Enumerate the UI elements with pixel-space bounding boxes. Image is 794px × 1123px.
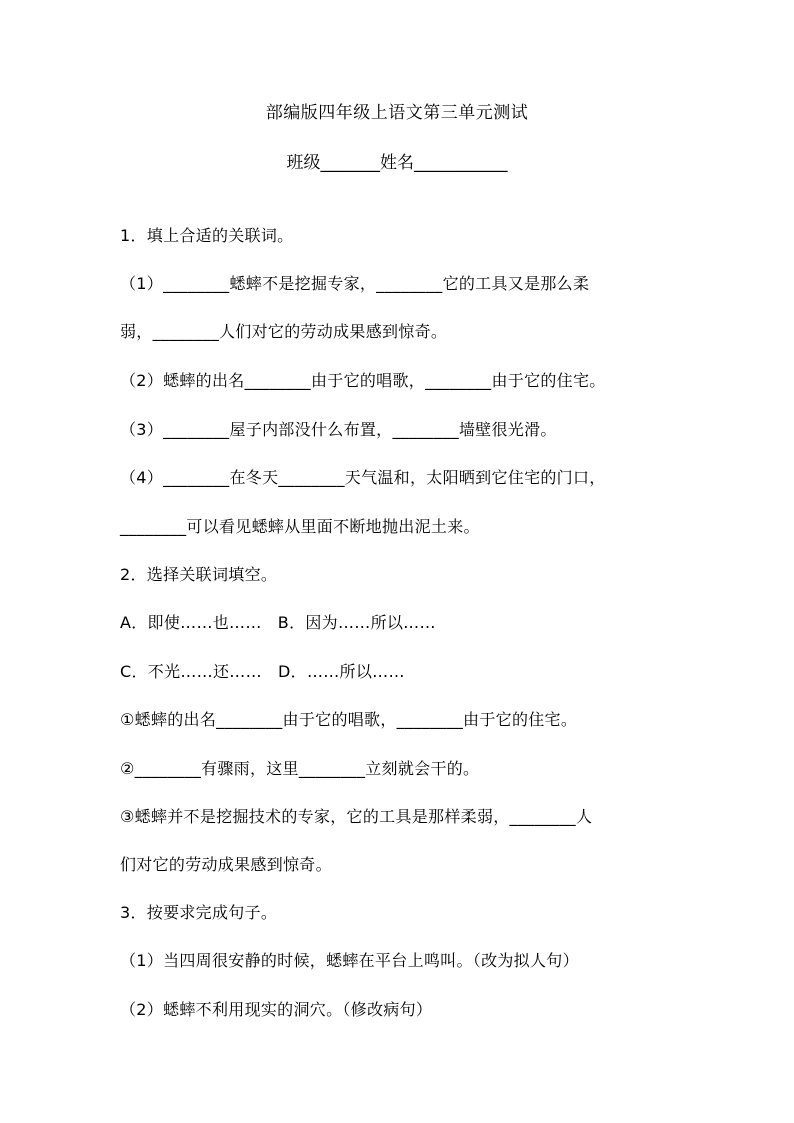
option-line-ab: A．即使……也…… B．因为……所以……	[120, 613, 436, 632]
question-2-item-2: ②________有骤雨，这里________立刻就会干的。	[120, 759, 480, 778]
question-2-item-3: ③蟋蟀并不是挖掘技术的专家，它的工具是那样柔弱，________人	[120, 807, 593, 826]
question-3-item-1: （1）当四周很安静的时候，蟋蟀在平台上鸣叫。（改为拟人句）	[120, 951, 579, 970]
question-1-item-4: （4）________在冬天________天气温和，太阳晒到它住宅的门口，	[120, 468, 606, 487]
question-3-item-2: （2）蟋蟀不利用现实的洞穴。（修改病句）	[120, 1000, 433, 1019]
question-2-item-3-cont: 们对它的劳动成果感到惊奇。	[120, 855, 332, 874]
question-1-item-1: （1）________蟋蟀不是挖掘专家，________它的工具又是那么柔	[120, 274, 590, 293]
document-title: 部编版四年级上语文第三单元测试	[265, 103, 529, 123]
question-2-heading: 2．选择关联词填空。	[120, 565, 278, 584]
question-1-item-4-cont: ________可以看见蟋蟀从里面不断地抛出泥土来。	[120, 517, 480, 536]
question-1-item-2: （2）蟋蟀的出名________由于它的唱歌，________由于它的住宅。	[120, 371, 606, 390]
option-line-cd: C．不光……还…… D．……所以……	[120, 662, 405, 681]
question-1-heading: 1．填上合适的关联词。	[120, 226, 294, 245]
question-2-item-1: ①蟋蟀的出名________由于它的唱歌，________由于它的住宅。	[120, 710, 578, 729]
class-name-line: 班级_______姓名___________	[286, 153, 508, 173]
question-1-item-1-cont: 弱，________人们对它的劳动成果感到惊奇。	[120, 322, 448, 341]
question-1-item-3: （3）________屋子内部没什么布置，________墙壁很光滑。	[120, 420, 557, 439]
question-3-heading: 3．按要求完成句子。	[120, 903, 278, 922]
